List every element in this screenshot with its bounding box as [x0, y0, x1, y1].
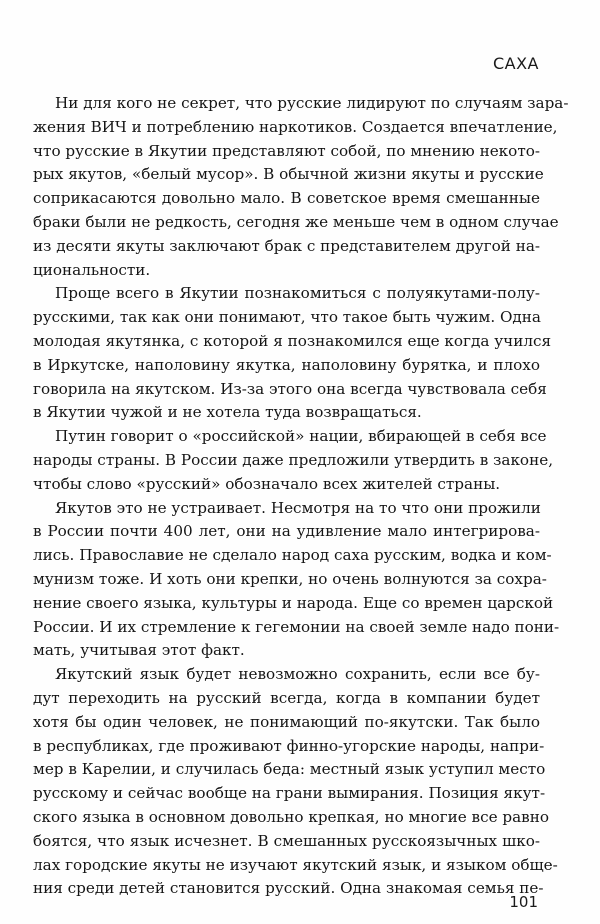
text-line: в Якутии чужой и не хотела туда возвращаться.: [33, 403, 422, 422]
paragraph-1: [33, 92, 569, 282]
text-line: Ни для кого не секрет, что русские лидируют по случаям зара-: [55, 94, 569, 112]
running-header: САХА: [492, 54, 539, 73]
paragraph-5: [33, 663, 558, 901]
text-line: лах городские якуты не изучают якутский язык, и языком обще-: [33, 855, 558, 874]
text-line: в республиках, где проживают финно-угорские народы, напри-: [33, 736, 545, 755]
text-line: что русские в Якутии представляют собой, по мнению некото-: [33, 141, 540, 160]
text-line: Путин говорит о «российской» нации, вбирающей в себя все: [55, 427, 547, 446]
text-line: русскому и сейчас вообще на грани вымирания. Позиция якут-: [33, 784, 546, 803]
text-line: рых якутов, «белый мусор». В обычной жизни якуты и русские: [33, 165, 544, 184]
text-line: мать, учитывая этот факт.: [33, 641, 245, 660]
text-line: России. И их стремление к гегемонии на своей земле надо пони-: [33, 617, 560, 636]
page-number: 101: [509, 893, 538, 911]
text-line: Якутов это не устраивает. Несмотря на то что они прожили: [55, 498, 541, 517]
text-line: Якутский язык будет невозможно сохранить, если все бу-: [55, 665, 540, 684]
text-line: русскими, так как они понимают, что такое быть чужим. Одна: [33, 308, 541, 327]
text-line: в Иркутске, наполовину якутка, наполовину бурятка, и плохо: [33, 355, 540, 374]
text-line: в России почти 400 лет, они на удивление мало интегрирова-: [33, 522, 540, 541]
text-line: боятся, что язык исчезнет. В смешанных русскоязычных шко-: [33, 831, 540, 850]
text-line: браки были не редкость, сегодня же меньше чем в одном случае: [33, 212, 559, 231]
text-line: ского языка в основном довольно крепкая, но многие все равно: [33, 807, 549, 826]
paragraph-2: [33, 282, 552, 425]
text-line: молодая якутянка, с которой я познакомился еще когда учился: [33, 331, 552, 350]
body-text: [33, 92, 569, 901]
text-line: Проще всего в Якутии познакомиться с полуякутами-полу-: [55, 284, 540, 303]
text-line: циональности.: [33, 260, 151, 279]
text-line: из десяти якуты заключают брак с представителем другой на-: [33, 236, 541, 255]
paragraph-3: [33, 425, 554, 496]
text-line: ния среди детей становится русский. Одна знакомая семья пе-: [33, 879, 544, 898]
text-line: жения ВИЧ и потреблению наркотиков. Создается впечатление,: [33, 117, 558, 136]
text-line: говорила на якутском. Из-за этого она всегда чувствовала себя: [33, 379, 547, 398]
text-line: народы страны. В России даже предложили утвердить в законе,: [33, 450, 554, 469]
text-line: дут переходить на русский всегда, когда в компании будет: [33, 688, 540, 707]
text-line: хотя бы один человек, не понимающий по-якутски. Так было: [33, 712, 540, 731]
text-line: соприкасаются довольно мало. В советское время смешанные: [33, 189, 540, 208]
text-line: мер в Карелии, и случилась беда: местный язык уступил место: [33, 760, 546, 779]
text-line: нение своего языка, культуры и народа. Еще со времен царской: [33, 593, 554, 612]
text-line: чтобы слово «русский» обозначало всех жителей страны.: [33, 474, 501, 493]
text-line: мунизм тоже. И хоть они крепки, но очень волнуются за сохра-: [33, 569, 547, 588]
paragraph-4: [33, 497, 560, 664]
text-line: лись. Православие не сделало народ саха русским, водка и ком-: [33, 546, 552, 565]
